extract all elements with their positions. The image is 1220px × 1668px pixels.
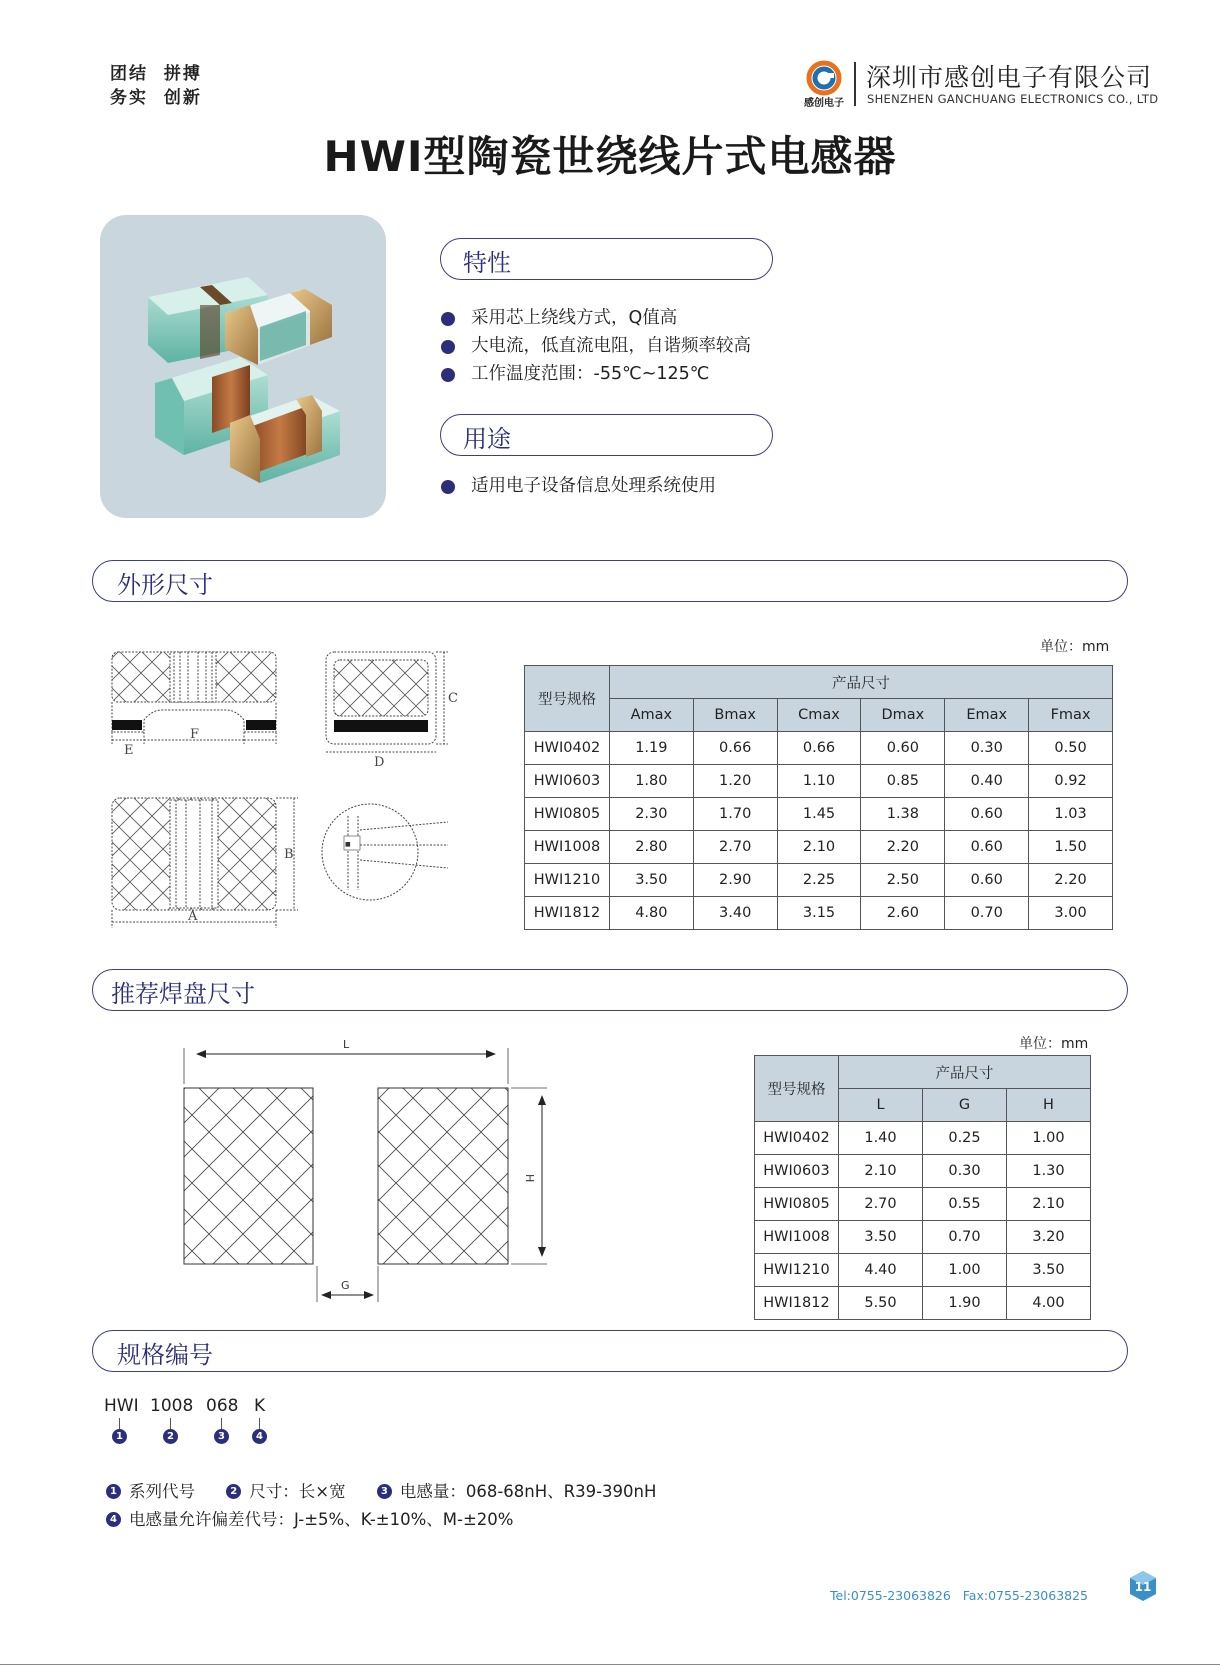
- value-cell: 0.50: [1029, 732, 1113, 765]
- legend-text: 尺寸：长×宽: [249, 1482, 346, 1501]
- slogan-line-2: 务实 创新: [110, 88, 202, 108]
- features-list: [441, 304, 751, 388]
- company-name-en: SHENZHEN GANCHUANG ELECTRONICS CO., LTD: [867, 92, 1159, 106]
- value-cell: 1.45: [777, 798, 861, 831]
- value-cell: 1.80: [609, 765, 693, 798]
- value-cell: 0.55: [923, 1188, 1007, 1221]
- table-header-col: Dmax: [861, 699, 945, 732]
- value-cell: 2.10: [839, 1155, 923, 1188]
- table-header-model: 型号规格: [755, 1056, 839, 1122]
- value-cell: 0.60: [945, 864, 1029, 897]
- value-cell: 2.90: [693, 864, 777, 897]
- legend-item-tolerance: [106, 1510, 513, 1529]
- pad-unit-label: 单位：mm: [1019, 1036, 1089, 1052]
- legend-text: 系列代号: [129, 1482, 195, 1501]
- model-cell: HWI1812: [755, 1287, 839, 1320]
- model-cell: HWI0805: [755, 1188, 839, 1221]
- page-number-badge: [1128, 1570, 1158, 1602]
- table-header-col: Cmax: [777, 699, 861, 732]
- number-badge-2: 2: [163, 1429, 178, 1444]
- model-cell: HWI1210: [755, 1254, 839, 1287]
- outline-table-body: [525, 732, 1113, 930]
- code-part-tolerance: K: [254, 1396, 266, 1416]
- value-cell: 2.20: [1029, 864, 1113, 897]
- table-row: [525, 798, 1113, 831]
- outline-heading: 外形尺寸: [117, 571, 213, 599]
- table-row: [525, 765, 1113, 798]
- value-cell: 1.50: [1029, 831, 1113, 864]
- value-cell: 1.70: [693, 798, 777, 831]
- feature-item: 大电流，低直流电阻，自谐频率较高: [441, 332, 751, 360]
- value-cell: 1.40: [839, 1122, 923, 1155]
- value-cell: 1.03: [1029, 798, 1113, 831]
- code-part-size: 1008: [150, 1396, 194, 1416]
- contact-info: Tel:0755-23063826 Fax:0755-23063825: [830, 1588, 1089, 1603]
- page-number: 11: [1134, 1580, 1152, 1594]
- value-cell: 2.10: [1007, 1188, 1091, 1221]
- legend-text: 电感量：068-68nH、R39-390nH: [399, 1482, 657, 1501]
- model-cell: HWI1210: [525, 864, 610, 897]
- table-row: [755, 1155, 1091, 1188]
- value-cell: 1.00: [1007, 1122, 1091, 1155]
- logo-divider: [854, 62, 856, 106]
- feature-item: 采用芯上绕线方式，Q值高: [441, 304, 751, 332]
- value-cell: 1.90: [923, 1287, 1007, 1320]
- code-part-series: HWI: [104, 1396, 139, 1416]
- legend-item-inductance: [377, 1482, 657, 1501]
- pad-heading: 推荐焊盘尺寸: [111, 980, 255, 1008]
- number-badge-3: 3: [214, 1429, 229, 1444]
- company-slogan: [110, 62, 202, 110]
- value-cell: 5.50: [839, 1287, 923, 1320]
- value-cell: 3.50: [839, 1221, 923, 1254]
- legend-item-series: [106, 1482, 195, 1501]
- model-cell: HWI0402: [755, 1122, 839, 1155]
- value-cell: 2.70: [839, 1188, 923, 1221]
- page-bottom-rule: [0, 1664, 1220, 1665]
- pad-dimension-drawing: [175, 1030, 565, 1305]
- value-cell: 0.60: [945, 798, 1029, 831]
- dim-label-c: C: [448, 691, 458, 706]
- inductor-photo-illustration: [100, 215, 386, 518]
- value-cell: 3.00: [1029, 897, 1113, 930]
- table-row: [525, 864, 1113, 897]
- value-cell: 0.60: [945, 831, 1029, 864]
- table-header-group: 产品尺寸: [839, 1056, 1091, 1089]
- logo-caption: 感创电子: [804, 98, 844, 109]
- number-badge-1: 1: [112, 1429, 127, 1444]
- table-row: [525, 897, 1113, 930]
- value-cell: 3.40: [693, 897, 777, 930]
- value-cell: 1.10: [777, 765, 861, 798]
- number-badge-4: 4: [106, 1512, 121, 1527]
- uses-list: [441, 472, 716, 500]
- value-cell: 2.25: [777, 864, 861, 897]
- model-cell: HWI0603: [755, 1155, 839, 1188]
- company-logo-icon: [800, 60, 848, 110]
- slogan-line-1: 团结 拼搏: [110, 64, 202, 84]
- value-cell: 4.00: [1007, 1287, 1091, 1320]
- model-cell: HWI0805: [525, 798, 610, 831]
- product-photo: [100, 215, 386, 518]
- table-header-col: Emax: [945, 699, 1029, 732]
- model-cell: HWI0603: [525, 765, 610, 798]
- table-header-group: 产品尺寸: [609, 666, 1112, 699]
- company-name-cn: 深圳市感创电子有限公司: [866, 63, 1153, 92]
- legend-item-size: [226, 1482, 345, 1501]
- table-row: [755, 1122, 1091, 1155]
- svg-text:■: ■: [345, 841, 351, 848]
- value-cell: 2.10: [777, 831, 861, 864]
- dim-label-a: A: [188, 909, 198, 924]
- outline-unit-label: 单位：mm: [1040, 639, 1110, 655]
- spec-legend-line-2: [106, 1506, 539, 1530]
- value-cell: 2.60: [861, 897, 945, 930]
- table-header-col: Fmax: [1029, 699, 1113, 732]
- table-header-model: 型号规格: [525, 666, 610, 732]
- number-badge-3: 3: [377, 1484, 392, 1499]
- table-row: [525, 831, 1113, 864]
- number-badge-2: 2: [226, 1484, 241, 1499]
- value-cell: 0.66: [693, 732, 777, 765]
- table-header-col: H: [1007, 1089, 1091, 1122]
- code-part-inductance: 068: [206, 1396, 239, 1416]
- value-cell: 2.20: [861, 831, 945, 864]
- value-cell: 0.70: [923, 1221, 1007, 1254]
- use-item: 适用电子设备信息处理系统使用: [441, 472, 716, 500]
- value-cell: 1.20: [693, 765, 777, 798]
- dim-label-e: E: [124, 743, 134, 758]
- pad-heading-pill: [92, 969, 1128, 1011]
- pad-label-l: L: [343, 1038, 350, 1051]
- feature-item: 工作温度范围：-55℃~125℃: [441, 360, 751, 388]
- value-cell: 0.30: [945, 732, 1029, 765]
- table-row: [755, 1188, 1091, 1221]
- value-cell: 1.19: [609, 732, 693, 765]
- pad-label-h: H: [523, 1174, 536, 1183]
- value-cell: 4.40: [839, 1254, 923, 1287]
- value-cell: 2.70: [693, 831, 777, 864]
- pad-dimension-table: [754, 1055, 1091, 1320]
- features-heading: 特性: [463, 249, 511, 277]
- spec-heading-pill: [92, 1330, 1128, 1372]
- value-cell: 3.20: [1007, 1221, 1091, 1254]
- uses-heading: 用途: [463, 425, 511, 453]
- model-cell: HWI1008: [755, 1221, 839, 1254]
- legend-text: 电感量允许偏差代号：J-±5%、K-±10%、M-±20%: [129, 1510, 514, 1529]
- value-cell: 4.80: [609, 897, 693, 930]
- value-cell: 3.15: [777, 897, 861, 930]
- value-cell: 1.38: [861, 798, 945, 831]
- spec-code-example: [104, 1396, 304, 1446]
- value-cell: 0.70: [945, 897, 1029, 930]
- number-badge-1: 1: [106, 1484, 121, 1499]
- company-logo-block: [800, 58, 1160, 110]
- value-cell: 3.50: [609, 864, 693, 897]
- value-cell: 0.85: [861, 765, 945, 798]
- value-cell: 0.92: [1029, 765, 1113, 798]
- dim-label-b: B: [284, 847, 294, 862]
- value-cell: 0.25: [923, 1122, 1007, 1155]
- spec-legend-line-1: [106, 1478, 682, 1502]
- model-cell: HWI1008: [525, 831, 610, 864]
- table-header-col: L: [839, 1089, 923, 1122]
- value-cell: 1.00: [923, 1254, 1007, 1287]
- pad-table-body: [755, 1122, 1091, 1320]
- value-cell: 0.66: [777, 732, 861, 765]
- model-cell: HWI0402: [525, 732, 610, 765]
- table-row: [755, 1221, 1091, 1254]
- value-cell: 2.50: [861, 864, 945, 897]
- value-cell: 1.30: [1007, 1155, 1091, 1188]
- pad-label-g: G: [341, 1279, 350, 1292]
- value-cell: 2.80: [609, 831, 693, 864]
- model-cell: HWI1812: [525, 897, 610, 930]
- value-cell: 3.50: [1007, 1254, 1091, 1287]
- value-cell: 0.60: [861, 732, 945, 765]
- table-row: [755, 1254, 1091, 1287]
- page-title: HWI型陶瓷世绕线片式电感器: [323, 132, 897, 181]
- outline-heading-pill: [92, 560, 1128, 602]
- value-cell: 2.30: [609, 798, 693, 831]
- dim-label-d: D: [374, 755, 385, 770]
- features-heading-pill: [440, 238, 773, 280]
- uses-heading-pill: [440, 414, 773, 456]
- spec-heading: 规格编号: [117, 1341, 213, 1369]
- outline-dimension-table: [524, 665, 1113, 930]
- table-row: [525, 732, 1113, 765]
- dim-label-f: F: [190, 727, 200, 742]
- table-header-col: Bmax: [693, 699, 777, 732]
- table-header-col: Amax: [609, 699, 693, 732]
- table-row: [755, 1287, 1091, 1320]
- value-cell: 0.40: [945, 765, 1029, 798]
- number-badge-4: 4: [252, 1429, 267, 1444]
- table-header-col: G: [923, 1089, 1007, 1122]
- value-cell: 0.30: [923, 1155, 1007, 1188]
- outline-dimension-drawing: [108, 640, 500, 940]
